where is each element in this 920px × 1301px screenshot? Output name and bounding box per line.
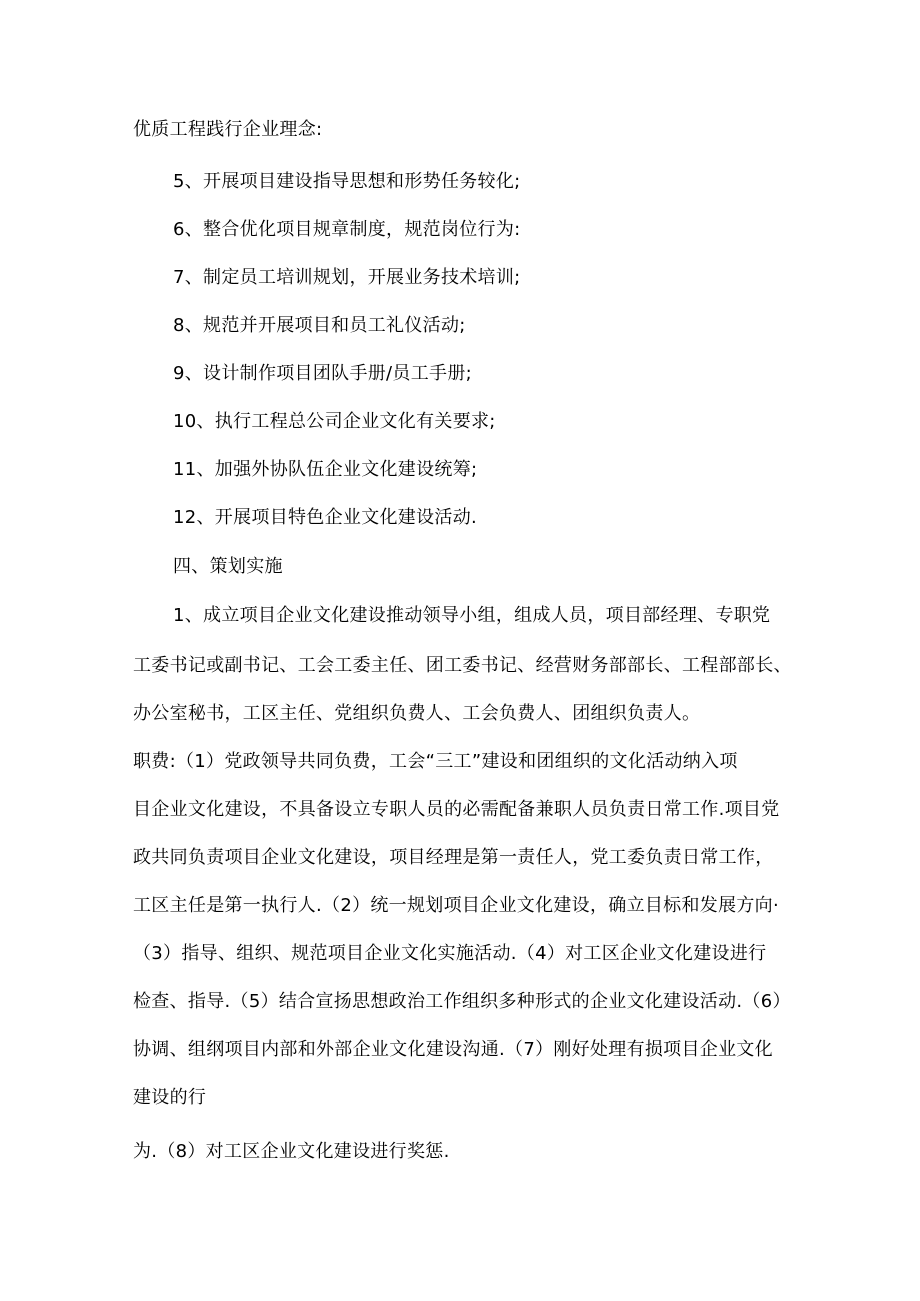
list-item: 11、加强外协队伍企业文化建设统筹; — [173, 459, 478, 480]
list-item: 7、制定员工培训规划，开展业务技术培训; — [173, 267, 521, 288]
paragraph-line: 目企业文化建设，不具备设立专职人员的必需配备兼职人员负责日常工作.项目党 — [133, 799, 780, 820]
paragraph-line: 职费:（1）党政领导共同负费，工会“三工”建设和团组织的文化活动纳入项 — [133, 751, 738, 772]
list-item: 6、整合优化项目规章制度，规范岗位行为: — [173, 219, 521, 240]
paragraph-line: （3）指导、组织、规范项目企业文化实施活动.（4）对工区企业文化建设进行 — [133, 943, 767, 964]
paragraph-line: 检查、指导.（5）结合宣扬思想政治工作组织多种形式的企业文化建设活动.（6） — [133, 991, 791, 1012]
list-item: 5、开展项目建设指导思想和形势任务较化; — [173, 171, 521, 192]
paragraph-line: 办公室秘书，工区主任、党组织负费人、工会负费人、团组织负责人。 — [133, 703, 701, 724]
paragraph-line: 工委书记或副书记、工会工委主任、团工委书记、经营财务部部长、工程部部长、 — [133, 655, 792, 676]
list-item: 8、规范并开展项目和员工礼仪活动; — [173, 315, 466, 336]
list-item: 12、开展项目特色企业文化建设活动. — [173, 507, 478, 528]
list-item: 9、设计制作项目团队手册/员工手册; — [173, 363, 472, 384]
intro-line: 优质工程践行企业理念: — [133, 119, 323, 140]
list-item: 10、执行工程总公司企业文化有关要求; — [173, 411, 496, 432]
paragraph-line: 政共同负责项目企业文化建设，项目经理是第一责任人，党工委负责日常工作， — [133, 847, 774, 868]
closing-line: 为.（8）对工区企业文化建设进行奖惩. — [133, 1141, 450, 1162]
paragraph-line: 1、成立项目企业文化建设推动领导小组，组成人员，项目部经理、专职党 — [173, 605, 771, 626]
paragraph-line: 工区主任是第一执行人.（2）统一规划项目企业文化建设，确立目标和发展方向· — [133, 895, 779, 916]
paragraph-line: 建设的行 — [133, 1087, 207, 1108]
paragraph-line: 协调、组纲项目内部和外部企业文化建设沟通.（7）刚好处理有损项目企业文化 — [133, 1039, 773, 1060]
section-heading: 四、策划实施 — [173, 556, 283, 577]
